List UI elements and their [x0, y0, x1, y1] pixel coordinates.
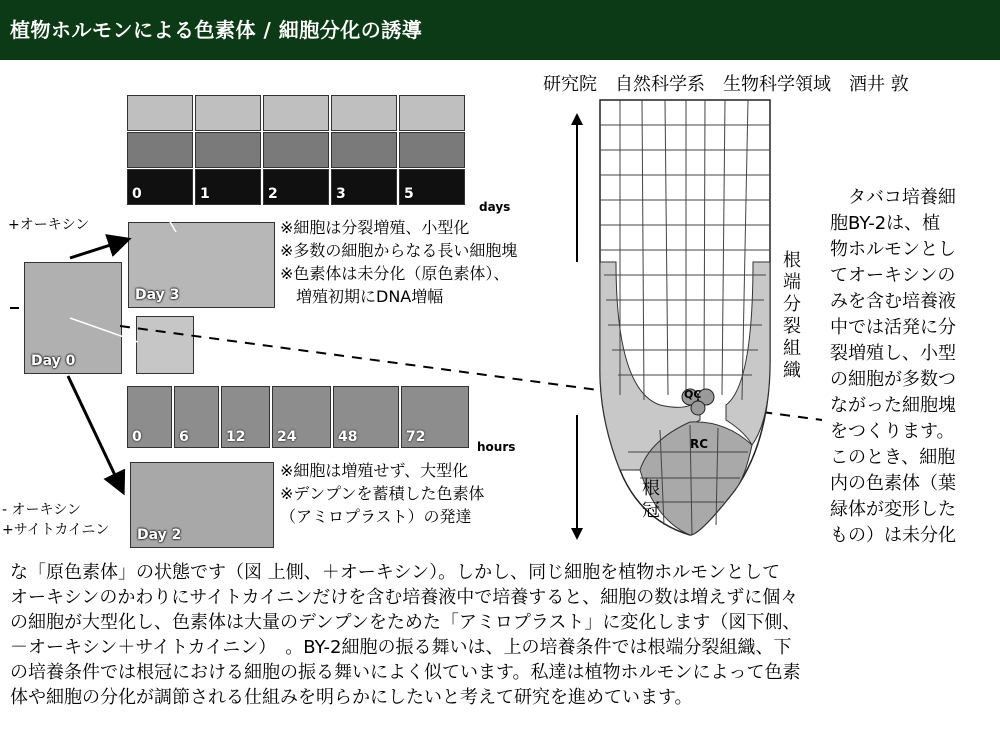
paragraph-line: みを含む培養液	[830, 291, 956, 312]
paragraph-line: 緑体が変形した	[830, 499, 956, 520]
hour-number: 72	[406, 429, 426, 445]
rc-label: RC	[690, 437, 709, 451]
day-number: 5	[404, 186, 414, 202]
root-tip-diagram	[600, 100, 770, 535]
hour-number: 12	[226, 429, 246, 445]
hour-number: 24	[277, 429, 297, 445]
auxin-condition-label: +オーキシン	[8, 217, 90, 233]
note-line: （アミロプラスト）の発達	[280, 507, 472, 526]
paragraph-line: の細胞が大型化し、色素体は大量のデンプンをためた「アミロプラスト」に変化します（図下側、	[10, 612, 801, 633]
day2-label: Day 2	[137, 527, 182, 543]
qc-label: QC	[684, 388, 702, 401]
paragraph-line: このとき、細胞	[830, 447, 956, 468]
paragraph-line: オーキシンのかわりにサイトカイニンだけを含む培養液中で培養すると、細胞の数は増えずに個々	[10, 587, 799, 608]
meristem-label	[781, 250, 803, 382]
hour-number: 0	[132, 429, 142, 445]
hour-number: 48	[338, 429, 358, 445]
condition-line: - オーキシン	[2, 502, 82, 518]
condition-line: +サイトカイニン	[2, 522, 110, 538]
side-paragraph	[830, 185, 994, 549]
pointer-line	[162, 208, 176, 232]
paragraph-line: 中では活発に分	[830, 317, 956, 338]
paragraph-line: な「原色素体」の状態です（図 上側、＋オーキシン）。しかし、同じ細胞を植物ホルモンとして	[10, 562, 781, 583]
paragraph-line: タバコ培養細	[848, 187, 956, 208]
paragraph-line: をつくります。	[830, 421, 955, 442]
day0-label: Day 0	[31, 353, 76, 369]
paragraph-line: －オーキシン＋サイトカイニン） 。BY-2細胞の振る舞いは、上の培養条件では根端分裂組織、下	[10, 637, 792, 658]
paragraph-line: 内の色素体（葉	[830, 473, 956, 494]
bottom-paragraph	[10, 560, 990, 710]
paragraph-line: もの）は未分化	[830, 525, 956, 546]
day-number: 0	[132, 186, 142, 202]
day3-label: Day 3	[135, 287, 180, 303]
note-line: ※多数の細胞からなる長い細胞塊	[280, 241, 518, 260]
note-line: ※細胞は増殖せず、大型化	[280, 461, 469, 480]
meristem-label-text: 根 端 分 裂 組 織	[783, 250, 801, 381]
paragraph-line: の細胞が多数つ	[830, 369, 956, 390]
paragraph-line: てオーキシンの	[830, 265, 956, 286]
days-unit-label: days	[479, 200, 511, 214]
paragraph-line: 胞BY-2は、植	[830, 213, 941, 234]
day-number: 3	[336, 186, 346, 202]
note-line: ※デンプンを蓄積した色素体	[280, 484, 485, 503]
paragraph-line: 体や細胞の分化が調節される仕組みを明らかにしたいと考えて研究を進めています。	[10, 687, 693, 708]
paragraph-line: 裂増殖し、小型	[830, 343, 956, 364]
hour-number: 6	[179, 429, 189, 445]
day-number: 1	[200, 186, 210, 202]
note-line: 増殖初期にDNA増幅	[280, 287, 444, 306]
day-number: 2	[268, 186, 278, 202]
hours-unit-label: hours	[477, 440, 516, 454]
paragraph-line: の培養条件では根冠における細胞の振る舞いによく似ています。私達は植物ホルモンによって色素	[10, 662, 801, 683]
paragraph-line: 物ホルモンとし	[830, 239, 956, 260]
arrow-to-day3	[70, 240, 126, 258]
pointer-line	[70, 318, 138, 342]
page-title: 植物ホルモンによる色素体 / 細胞分化の誘導	[10, 18, 423, 42]
author-line: 研究院 自然科学系 生物科学領域 酒井 敦	[543, 74, 909, 95]
note-line: ※色素体は未分化（原色素体）、	[280, 264, 510, 283]
rootcap-label-text: 根 冠	[642, 478, 660, 521]
arrow-to-day2	[68, 376, 122, 490]
note-line: ※細胞は分裂増殖、小型化	[280, 218, 470, 237]
rootcap-label	[640, 478, 662, 522]
paragraph-line: ながった細胞塊	[830, 395, 956, 416]
